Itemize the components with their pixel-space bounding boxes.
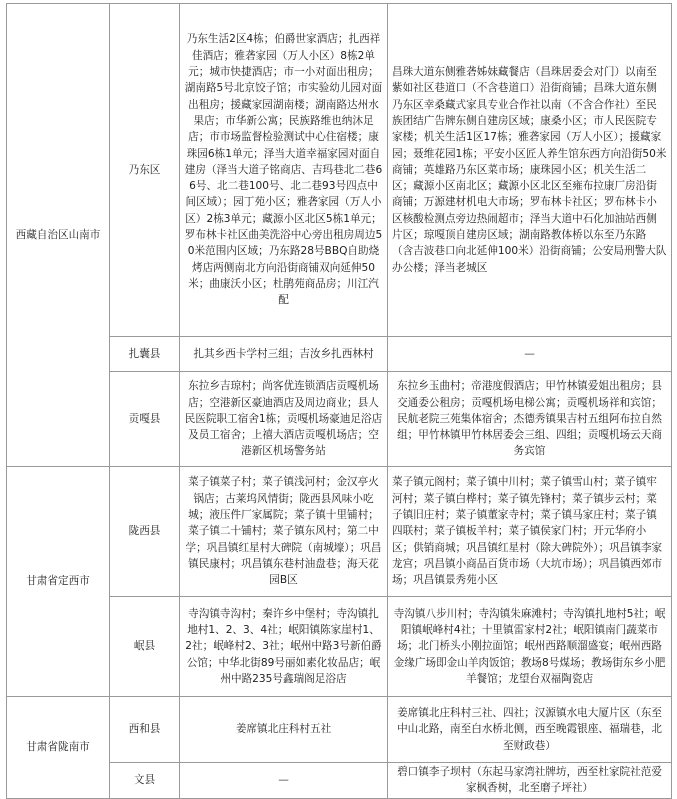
area-cell-a: 寺沟镇寺沟村；秦许乡中堡村；寺沟镇扎地村1、2、3、4社；岷阳镇陈家崖村1、2社；岷峰村2、3社；岷州中路3号新伯爵公馆；中华北街89号丽如素化妆品店；岷州中路235号鑫瑞阁足浴店 bbox=[180, 597, 388, 697]
table-row bbox=[7, 697, 672, 763]
region-cell: 甘肃省陇南市 bbox=[7, 697, 110, 799]
area-cell-b: 昌珠大道东侧雅砻姊妹藏餐店（昌珠居委会对门）以南至紫如社区巷道口（不含巷道口）沿街商铺；昌珠大道东侧乃东区幸桑藏式家具专业合作社以南（不含合作社）至民族团结广告牌东侧自建房区域；康桑小区；市人民医院专家楼；机关生活1区17栋；雅砻家园（万人小区）；援藏家园；聂维花园1栋；平安小区匠人养生馆东西方向沿街50米商铺；英雄路乃东区菜市场；康珠园小区；机关生活二区；藏源小区南北区；藏源小区北区至雍布拉康厂房沿街商铺；万源建材机电大市场；罗布林卡社区；罗布林卡小区核酸检测点旁边热闹超市；泽当大道中石化加油站西侧片区；琼嘎顶自建房区域；湖南路教体桥以东至乃东路（含吉波巷口向北延伸100米）沿街商铺；公安局刑警大队办公楼；泽当老城区 bbox=[388, 4, 672, 337]
area-cell-b: 东拉乡玉曲村；帝港度假酒店；甲竹林镇爱姐出租房；县交通委公租房；贡嘎机场电梯公寓；贡嘎机场祥和宾馆；民航老院三苑集体宿舍；杰德秀镇果吉村五组阿布拉自然组；甲竹林镇甲竹林居委会三组、四组；贡嘎机场云天商务宾馆 bbox=[388, 372, 672, 467]
area-cell-a: 姜席镇北庄科村五社 bbox=[180, 697, 388, 763]
area-cell-b: 菜子镇元阁村；菜子镇中川村；菜子镇雪山村；菜子镇牢河村；菜子镇白桦村；菜子镇先锋村；菜子镇步云村；菜子镇旧庄村；菜子镇董家寺村；菜子镇马家庄村；菜子镇四联村；菜子镇板羊村；菜子镇侯家门村；开元华府小区；供销商城；巩昌镇红星村（除大碑院外）；巩昌镇李家龙宫；巩昌镇小商品百货市场（大坑市场）；巩昌镇西郊市场；巩昌镇景秀苑小区 bbox=[388, 467, 672, 597]
county-cell: 岷县 bbox=[110, 597, 180, 697]
area-cell-a: — bbox=[180, 763, 388, 799]
area-cell-a: 东拉乡吉琼村；尚客优连锁酒店贡嘎机场店；空港新区豪迪酒店及周边商业；县人民医院职工宿舍1栋；贡嘎机场豪迪足浴店及员工宿舍；上禧大酒店贡嘎机场店；空港新区机场警务站 bbox=[180, 372, 388, 467]
county-cell: 文县 bbox=[110, 763, 180, 799]
area-cell-b: 寺沟镇八步川村；寺沟镇朱麻滩村；寺沟镇扎地村5社；岷阳镇岷峰村4社；十里镇雷家村2社；岷阳镇南门蔬菜市场；北门桥头小刚拉面馆；岷州西路顺溜盛宴；岷州西路金缘广场即金山羊肉饭馆；教场8号煤场；教场街东乡小肥羊餐馆；龙望台双福陶瓷店 bbox=[388, 597, 672, 697]
region-cell: 西藏自治区山南市 bbox=[7, 4, 110, 467]
county-cell: 乃东区 bbox=[110, 4, 180, 337]
area-cell-b: — bbox=[388, 337, 672, 372]
risk-area-table bbox=[6, 3, 672, 799]
county-cell: 贡嘎县 bbox=[110, 372, 180, 467]
area-cell-a: 菜子镇菜子村；菜子镇浅河村；金汉亭火锅店；古莱坞风情街；陇西县风味小吃城；液压件厂家属院；菜子镇十里铺村；菜子镇二十铺村；菜子镇东风村；第二中学；巩昌镇红星村大碑院（南城壕）；巩昌镇民康村；巩昌镇东巷村油盘巷；海天花园B区 bbox=[180, 467, 388, 597]
county-cell: 扎囊县 bbox=[110, 337, 180, 372]
table-row bbox=[7, 4, 672, 337]
area-cell-b: 碧口镇李子坝村（东起马家湾社牌坊，西至杜家院社范爱家枫香树，北至磨子坪社） bbox=[388, 763, 672, 799]
region-cell: 甘肃省定西市 bbox=[7, 467, 110, 697]
table-row bbox=[7, 467, 672, 597]
area-cell-a: 乃东生活2区4栋；伯爵世家酒店；扎西祥佳酒店；雅砻家园（万人小区）8栋2单元；城市快捷酒店；市一小对面出租房；湖南路5号北京饺子馆；市实验幼儿园对面出租房；援藏家园湖南楼；湖南路达州水果店；市华新公寓；民族路维也纳沐足店；市市场监督检验测试中心住宿楼；康珠园6栋1单元；泽当大道幸福家园对面自建房（泽当大道子铭商店、吉玛巷北二巷66号、北二巷100号、北二巷93号四点中间区域）；园丁苑小区；雅砻家园（万人小区）2栋3单元；藏源小区北区5栋1单元；罗布林卡社区曲美洗浴中心旁出租房周边50米范围内区域；乃东路28号BBQ自助烧烤店两侧南北方向沿街商铺双向延伸50米；曲康沃小区；杜鹃苑商品房；川江汽配 bbox=[180, 4, 388, 337]
area-cell-a: 扎其乡西卡学村三组；吉汝乡扎西林村 bbox=[180, 337, 388, 372]
county-cell: 陇西县 bbox=[110, 467, 180, 597]
area-cell-b: 姜席镇北庄科村三社、四社；汉源镇水电大厦片区（东至中山北路，南至白水桥北侧，西至晚霞银座、福瑞巷，北至财政巷） bbox=[388, 697, 672, 763]
county-cell: 西和县 bbox=[110, 697, 180, 763]
